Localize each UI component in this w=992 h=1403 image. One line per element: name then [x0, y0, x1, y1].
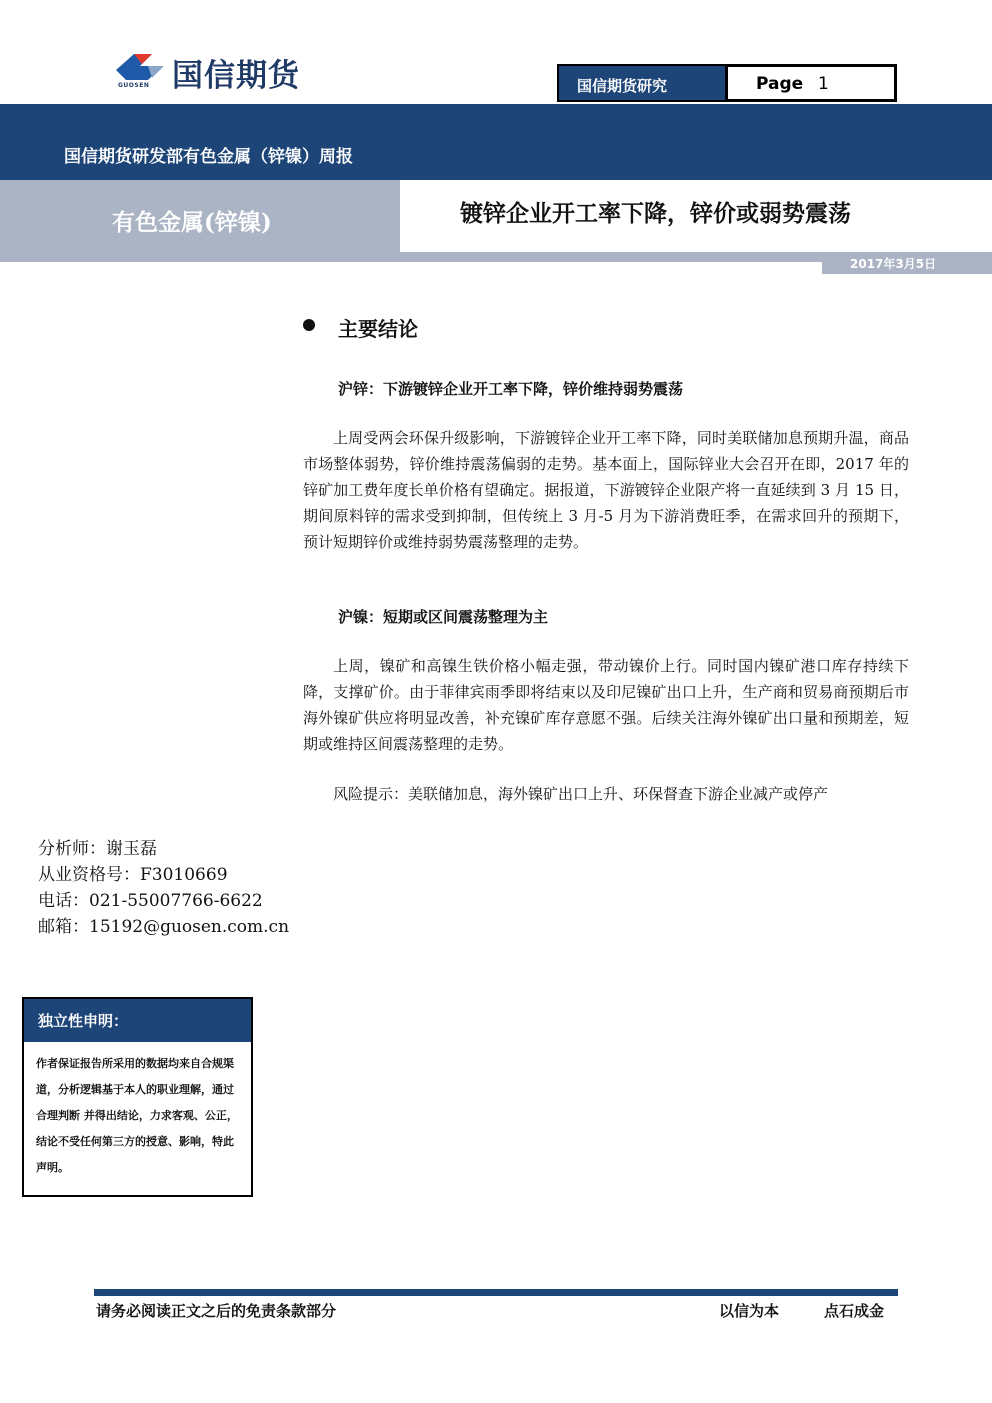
report-title: 国信期货研发部有色金属（锌镍）周报 [64, 147, 353, 167]
analyst-email: 邮箱：15192@guosen.com.cn [38, 917, 290, 937]
footer-disclaimer: 请务必阅读正文之后的免责条款部分 [96, 1302, 337, 1320]
logo-english-text: GUOSEN [118, 82, 150, 89]
company-logo [112, 48, 352, 92]
logo-text: 国信期货 [172, 58, 300, 94]
page-number: 1 [818, 74, 829, 94]
nickel-heading: 沪镍：短期或区间震荡整理为主 [338, 608, 549, 626]
declaration-body: 作者保证报告所采用的数据均来自合规渠道，分析逻辑基于本人的职业理解，通过合理判断 并得出结论，力求客观、公正，结论不受任何第三方的授意、影响，特此声明。 [36, 1057, 238, 1174]
sector-title: 有色金属(锌镍) [112, 209, 272, 236]
report-date: 2017年3月5日 [850, 257, 937, 271]
analyst-certificate: 从业资格号：F3010669 [38, 865, 228, 885]
declaration-header [24, 999, 251, 1042]
declaration-title: 独立性申明： [38, 1012, 129, 1030]
report-title-band [0, 104, 992, 180]
zinc-paragraph: 上周受两会环保升级影响，下游镀锌企业开工率下降，同时美联储加息预期升温，商品市场整体弱势，锌价维持震荡偏弱的走势。基本面上，国际锌业大会召开在即，2017 年的锌矿加工费年度长单价格有望确定。据报道，下游镀锌企业限产将一直延续到 3 月 15 日，期间原料锌的需求受到抑制，但传统上 3 月-5 月为下游消费旺季，在需求回升的预期下，预计短期锌价或维持弱势震荡整理的走势。 [303, 429, 909, 551]
zinc-heading: 沪锌：下游镀锌企业开工率下降，锌价维持弱势震荡 [338, 380, 684, 398]
research-label-box [557, 64, 727, 102]
research-label: 国信期货研究 [577, 77, 668, 95]
bullet-icon [303, 319, 315, 331]
risk-warning: 风险提示：美联储加息，海外镍矿出口上升、环保督查下游企业减产或停产 [333, 785, 829, 803]
page-word: Page [756, 74, 804, 94]
headline: 镀锌企业开工率下降，锌价或弱势震荡 [460, 200, 851, 227]
page-indicator [725, 64, 897, 102]
nickel-paragraph: 上周，镍矿和高镍生铁价格小幅走强，带动镍价上行。同时国内镍矿港口库存持续下降，支撑矿价。由于菲律宾雨季即将结束以及印尼镍矿出口上升，生产商和贸易商预期后市海外镍矿供应将明显改善，补充镍矿库存意愿不强。后续关注海外镍矿出口量和预期差，短期或维持区间震荡整理的走势。 [303, 657, 909, 753]
date-tab [822, 252, 992, 274]
footer-slogan-1: 以信为本 [719, 1302, 780, 1320]
independence-declaration [22, 997, 253, 1197]
section-heading: 主要结论 [338, 317, 418, 341]
footer-slogan-2: 点石成金 [824, 1302, 885, 1320]
analyst-name: 分析师：谢玉磊 [38, 839, 157, 859]
footer-divider [94, 1289, 898, 1296]
sector-band [0, 180, 400, 252]
analyst-phone: 电话：021-55007766-6622 [38, 891, 263, 911]
